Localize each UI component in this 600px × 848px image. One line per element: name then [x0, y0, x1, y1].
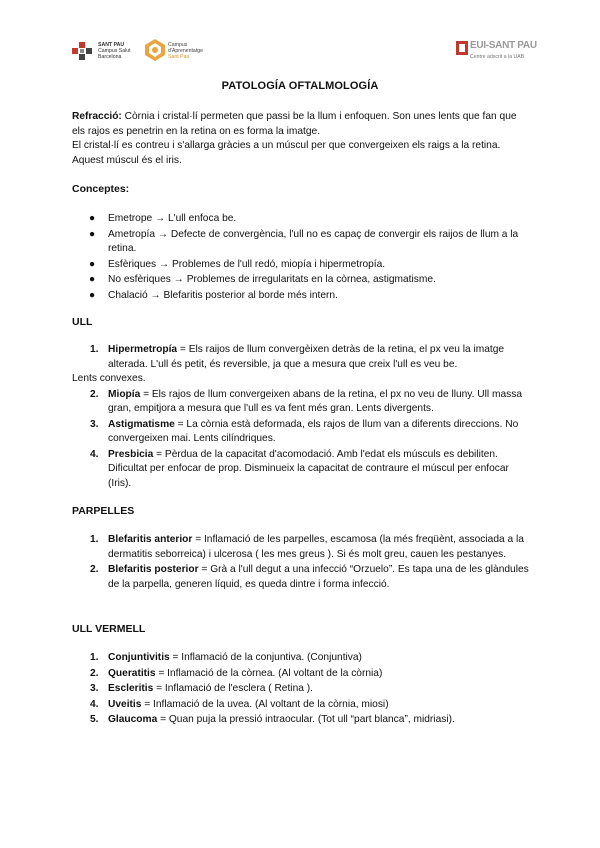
item-term: Uveitis [108, 698, 142, 710]
list-item [72, 698, 532, 713]
item-term: Hipermetropía [108, 344, 178, 355]
item-term: Queratitis [108, 667, 156, 679]
list-item: ● Esfèriques → Problemes de l'ull redó, miopía i hipermetropía. [89, 258, 386, 270]
item-number: 1. [90, 652, 99, 663]
item-number: 3. [90, 418, 99, 430]
list-item [72, 418, 532, 447]
item-term: Presbicia [108, 448, 154, 460]
item-term: Astigmatisme [108, 418, 175, 430]
concepte-text: Emetrope → L'ull enfoca be. [108, 213, 237, 224]
item-number: 1. [90, 344, 99, 355]
ull-vermell-list [72, 651, 532, 729]
item-text: = Pèrdua de la capacitat d'acomodació. Amb l'edat els músculs es debiliten. Dificultat per enfocar de prop. Disminueix la capacitat de contraure el múscul per enfocar (Iris). [108, 448, 509, 489]
item-text: = Inflamació de les parpelles, escamosa (la més freqüènt, associada a la dermatitis seborreica) i ulcerosa ( les mes greus ). Si és molt greu, cauen les pestanyes. [108, 534, 524, 560]
refraccio-text: Còrnia i cristal·lí permeten que passi be la llum i enfoquen. Son unes lents que fan que els rajos es penetrin en la retina on es forma la imatge. [72, 111, 517, 137]
item-text: = Els rajos de llum convergeixen abans de la retina, el px no veu de lluny. Ull massa gran, empitjora a mesura que l'ull es va fent més gran. Lents divergents. [108, 388, 523, 414]
item-text: = Inflamació de la còrnea. (Al voltant de la còrnia) [155, 667, 383, 679]
item-number: 4. [90, 698, 99, 710]
parpelles-list [72, 533, 532, 593]
list-item [72, 713, 532, 728]
item-term: Escleritis [108, 683, 154, 694]
concepte-text: Chalació → Blefaritis posterior al borde més intern. [108, 289, 338, 301]
item-text: = Inflamació de la uvea. (Al voltant de la còrnia, miosi) [141, 698, 389, 710]
item-text: = Grà a l'ull degut a una infecció “Orzuelo”. Es tapa una de les glàndules de la parpella, generen líquid, es queda dintre i forma infecció. [108, 564, 529, 590]
item-number: 5. [90, 714, 99, 725]
refraccio-label: Refracció: [72, 111, 122, 122]
campus-aprenentatge-logo-icon [144, 38, 166, 62]
ull-heading: ULL [72, 316, 93, 328]
eui-sant-pau-logo [456, 40, 538, 64]
item-text: = Inflamació de la conjuntiva. (Conjuntiva) [169, 652, 362, 663]
item-text: = La còrnia està deformada, els rajos de llum van a diferents direccions. No convergeixen mai. Lents cilíndriques. [108, 418, 519, 444]
list-item: ● No esfèriques → Problemes de irregularitats en la còrnea, astigmatisme. [89, 274, 436, 285]
item-number: 2. [90, 667, 99, 679]
list-item [72, 682, 532, 697]
refraccio-text-2: El cristal·lí es contreu i s'allarga gràcies a un múscul per que convergeixen els raigs a la retina. Aquest múscul és el iris. [72, 140, 501, 166]
eui-logo-name: EUI-SANT PAU [470, 40, 537, 51]
item-extra: Lents convexes. [72, 373, 146, 384]
refraccio-paragraph [72, 110, 532, 168]
sant-pau-logo-icon [72, 40, 96, 62]
ull-vermell-heading: ULL VERMELL [72, 623, 146, 635]
conceptes-heading: Conceptes: [72, 183, 130, 195]
item-number: 3. [90, 683, 99, 694]
item-term: Blefaritis posterior [108, 564, 199, 575]
list-item [72, 448, 532, 492]
list-item [72, 343, 532, 387]
document-title: PATOLOGÍA OFTALMOLOGÍA [221, 80, 379, 92]
item-term: Miopía [108, 388, 141, 400]
eui-logo-subtitle: Centre adscrit a la UAB [470, 54, 525, 60]
sant-pau-logo-group [72, 38, 212, 64]
sant-pau-logo-text [98, 42, 146, 60]
eui-logo-icon [456, 41, 468, 55]
item-text: = Inflamació de l'esclera ( Retina ). [153, 683, 313, 694]
item-number: 4. [90, 448, 99, 460]
item-text: = Els raijos de llum convergèixen detràs de la retina, el px veu la imatge alterada. L'ull és petit, és reversible, ja que a mesura que creix l'ull es veu be. [108, 344, 505, 370]
logo-mid-line3: Sant Pau [168, 54, 190, 60]
list-item [72, 667, 532, 682]
logo-mid-line2: d'Aprenentatge [168, 48, 204, 54]
campus-aprenentatge-logo-text [168, 42, 216, 60]
logo-left-line3: Barcelona [98, 54, 122, 60]
list-item: ● Chalació → Blefaritis posterior al borde més intern. [89, 289, 338, 301]
item-term: Blefaritis anterior [108, 534, 193, 545]
concepte-text: Ametropía → Defecte de convergència, l'ull no es capaç de convergir els raijos de llum a la retina. [108, 228, 519, 254]
list-item [72, 563, 532, 592]
conceptes-list [72, 212, 532, 304]
concepte-text: No esfèriques → Problemes de irregularitats en la còrnea, astigmatisme. [108, 274, 436, 285]
list-item: ● Emetrope → L'ull enfoca be. [89, 213, 237, 224]
item-term: Conjuntivitis [108, 652, 170, 663]
list-item [72, 651, 532, 666]
logo-mid-line1: Campus [168, 42, 188, 48]
logo-left-line2: Campus Salut [98, 48, 131, 54]
concepte-text: Esfèriques → Problemes de l'ull redó, miopía i hipermetropía. [108, 258, 386, 270]
list-item [72, 388, 532, 417]
parpelles-heading: PARPELLES [72, 505, 135, 517]
item-number: 2. [90, 564, 99, 575]
item-number: 1. [90, 534, 99, 545]
logo-left-line1: SANT PAU [98, 42, 125, 48]
item-number: 2. [90, 388, 99, 400]
item-term: Glaucoma [108, 714, 158, 725]
item-text: = Quan puja la pressió intraocular. (Tot ull “part blanca”, midriasi). [157, 714, 455, 725]
list-item [72, 533, 532, 562]
ull-list [72, 343, 532, 492]
list-item: ● Ametropía → Defecte de convergència, l'ull no es capaç de convergir els raijos de llum a la retina. [89, 228, 519, 254]
